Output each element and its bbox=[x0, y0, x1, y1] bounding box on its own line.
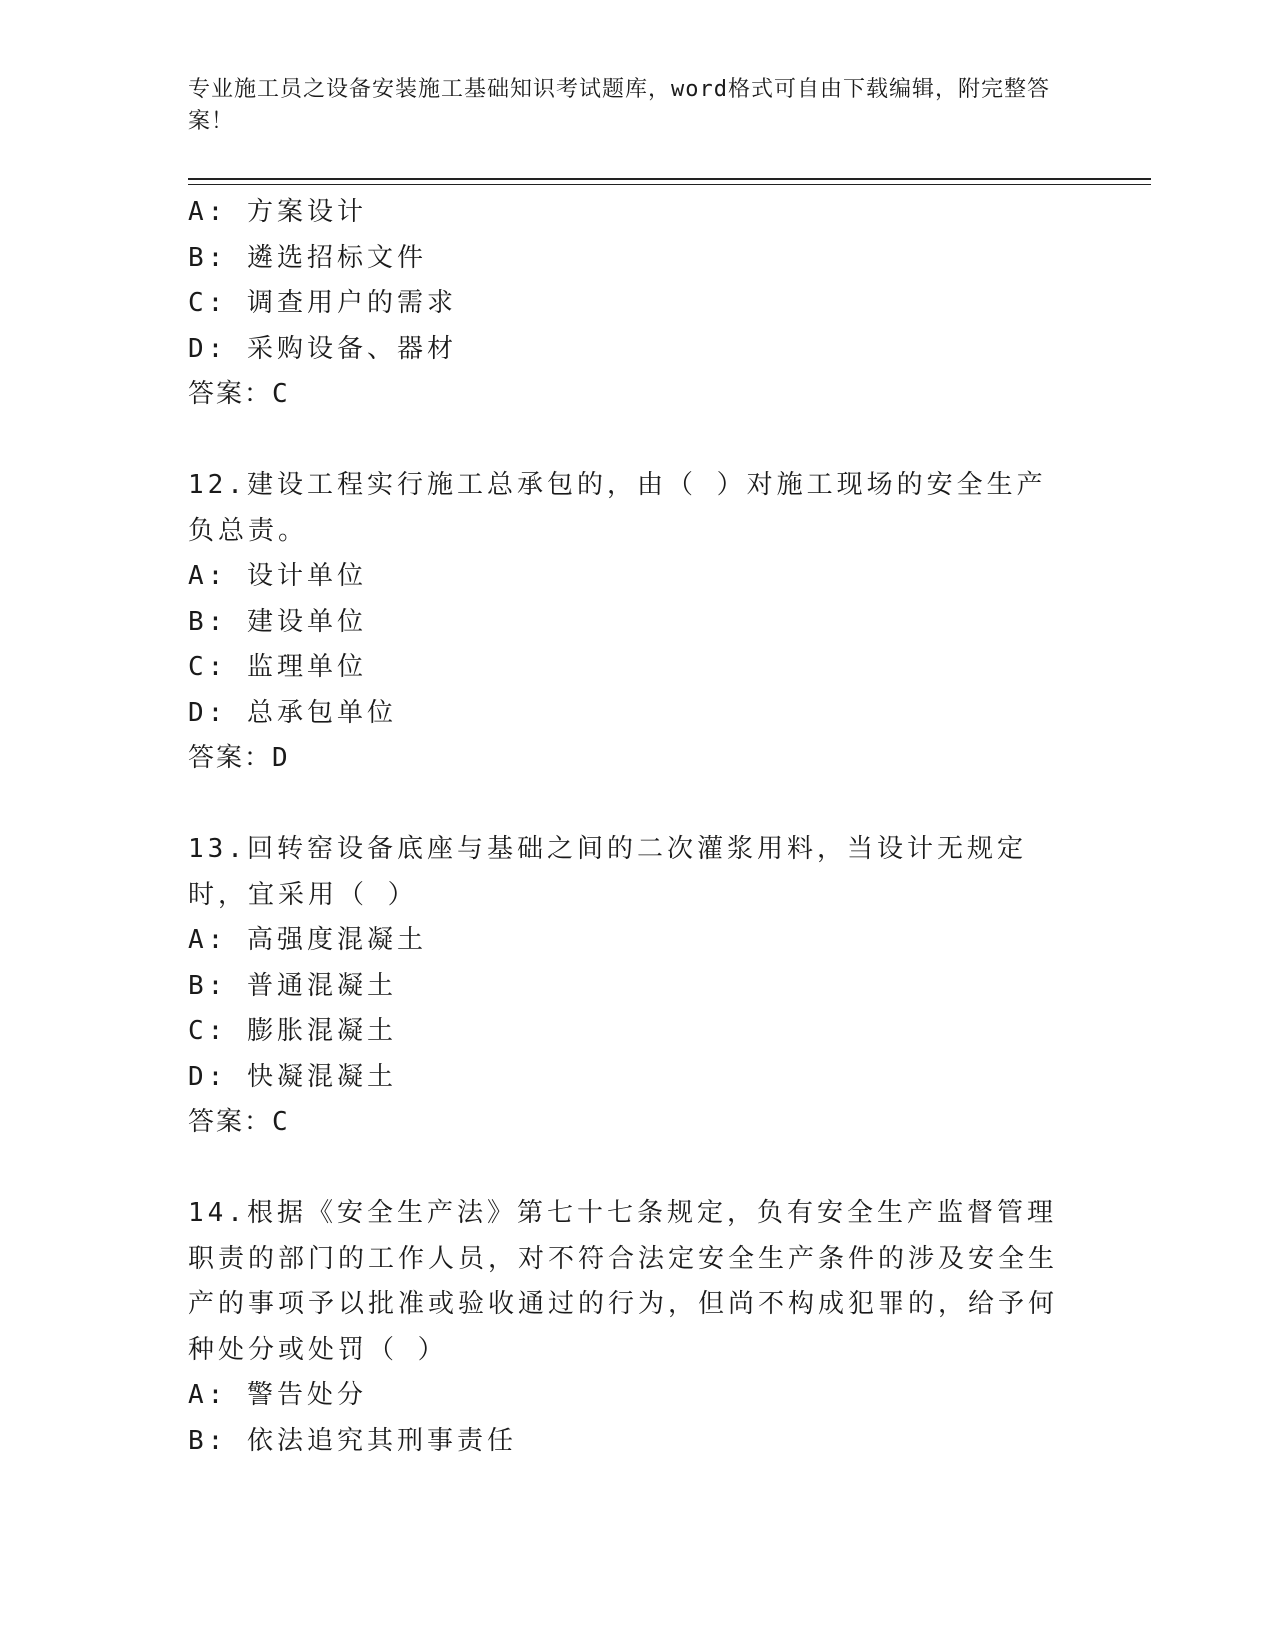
option-b: B: 建设单位 bbox=[188, 606, 367, 637]
question-13 bbox=[188, 827, 1088, 1146]
question-content bbox=[188, 190, 1088, 1464]
question-14 bbox=[188, 1191, 1088, 1464]
question-11 bbox=[188, 190, 1088, 418]
document-header: 专业施工员之设备安装施工基础知识考试题库，word格式可自由下载编辑，附完整答案！ bbox=[188, 77, 1050, 134]
option-c: C: 膨胀混凝土 bbox=[188, 1016, 397, 1046]
option-a: A: 方案设计 bbox=[188, 197, 367, 227]
header-rule-thick bbox=[188, 178, 1151, 180]
option-c: C: 监理单位 bbox=[188, 652, 367, 682]
spacer bbox=[188, 782, 1088, 828]
header-rule-thin bbox=[188, 184, 1151, 185]
answer: 答案：D bbox=[188, 743, 290, 773]
option-a: A: 警告处分 bbox=[188, 1380, 367, 1410]
option-b: B: 普通混凝土 bbox=[188, 970, 397, 1001]
question-text: 14.根据《安全生产法》第七十七条规定，负有安全生产监督管理职责的部门的工作人员，对不符合法定安全生产条件的涉及安全生产的事项予以批准或验收通过的行为，但尚不构成犯罪的，给予何种处分或处罚（ ） bbox=[188, 1198, 1059, 1365]
answer: 答案：C bbox=[188, 379, 290, 409]
spacer bbox=[188, 1146, 1088, 1192]
question-text: 12.建设工程实行施工总承包的，由（ ）对施工现场的安全生产负总责。 bbox=[188, 470, 1047, 546]
option-d: D: 采购设备、器材 bbox=[188, 333, 457, 364]
question-text: 13.回转窑设备底座与基础之间的二次灌浆用料，当设计无规定时，宜采用（ ） bbox=[188, 834, 1027, 910]
question-12 bbox=[188, 463, 1088, 782]
answer: 答案：C bbox=[188, 1107, 290, 1137]
option-b: B: 遴选招标文件 bbox=[188, 242, 427, 273]
option-a: A: 设计单位 bbox=[188, 561, 367, 591]
option-d: D: 总承包单位 bbox=[188, 697, 397, 728]
option-d: D: 快凝混凝土 bbox=[188, 1061, 397, 1092]
option-c: C: 调查用户的需求 bbox=[188, 288, 457, 318]
option-a: A: 高强度混凝土 bbox=[188, 925, 427, 955]
option-b: B: 依法追究其刑事责任 bbox=[188, 1425, 517, 1456]
spacer bbox=[188, 418, 1088, 464]
